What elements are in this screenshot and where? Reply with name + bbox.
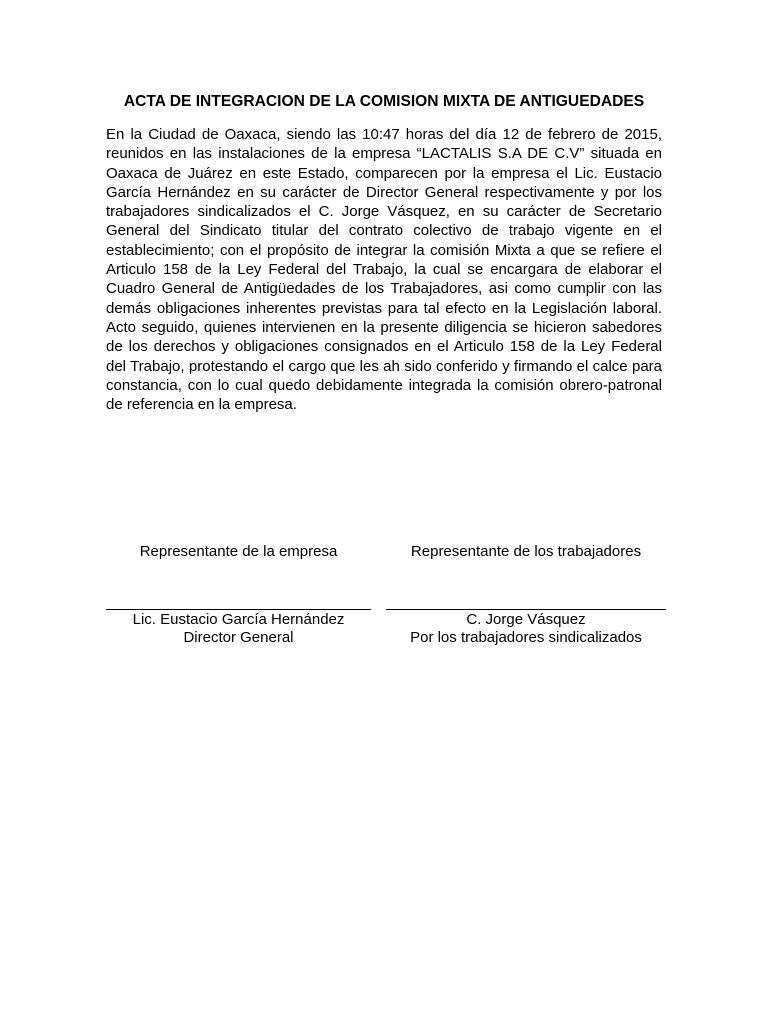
- document-title: ACTA DE INTEGRACION DE LA COMISION MIXTA DE ANTIGUEDADES: [123, 93, 645, 110]
- workers-representative-label: Representante de los trabajadores: [410, 543, 642, 560]
- company-signatory-name: Lic. Eustacio García Hernández: [132, 611, 345, 628]
- document-body: En la Ciudad de Oaxaca, siendo las 10:47 horas del día 12 de febrero de 2015, reunidos en las instalaciones de la empresa “LACTALIS S.A DE C.V” situada en Oaxaca de Juárez en este Estado, comparecen por la empresa el Lic. Eustacio García Hernández en su carácter de Director General respectivamente y por los trabajadores sindicalizados el C. Jorge Vásquez, en su carácter de Secretario General del Sindicato titular del contrato colectivo de trabajo vigente en el establecimiento; con el propósito de integrar la comisión Mixta a que se refiere el Articulo 158 de la Ley Federal del Trabajo, la cual se encargara de elaborar el Cuadro General de Antigüedades de los Trabajadores, asi como cumplir con las demás obligaciones inherentes previstas para tal efecto en la Legislación laboral. Acto seguido, quienes intervienen en la presente diligencia se hicieron sabedores de los derechos y obligaciones consignados en el Articulo 158 de la Ley Federal del Trabajo, protestando el cargo que les ah sido conferido y firmando el calce para constancia, con lo cual quedo debidamente integrada la comisión obrero-patronal de referencia en la empresa.: [106, 126, 662, 414]
- workers-signature-line: [386, 609, 666, 610]
- workers-signatory-role: Por los trabajadores sindicalizados: [410, 629, 642, 646]
- workers-signatory-name: C. Jorge Vásquez: [466, 611, 586, 628]
- company-signatory-role: Director General: [183, 629, 294, 646]
- company-signature-line: [106, 609, 371, 610]
- company-representative-label: Representante de la empresa: [139, 543, 338, 560]
